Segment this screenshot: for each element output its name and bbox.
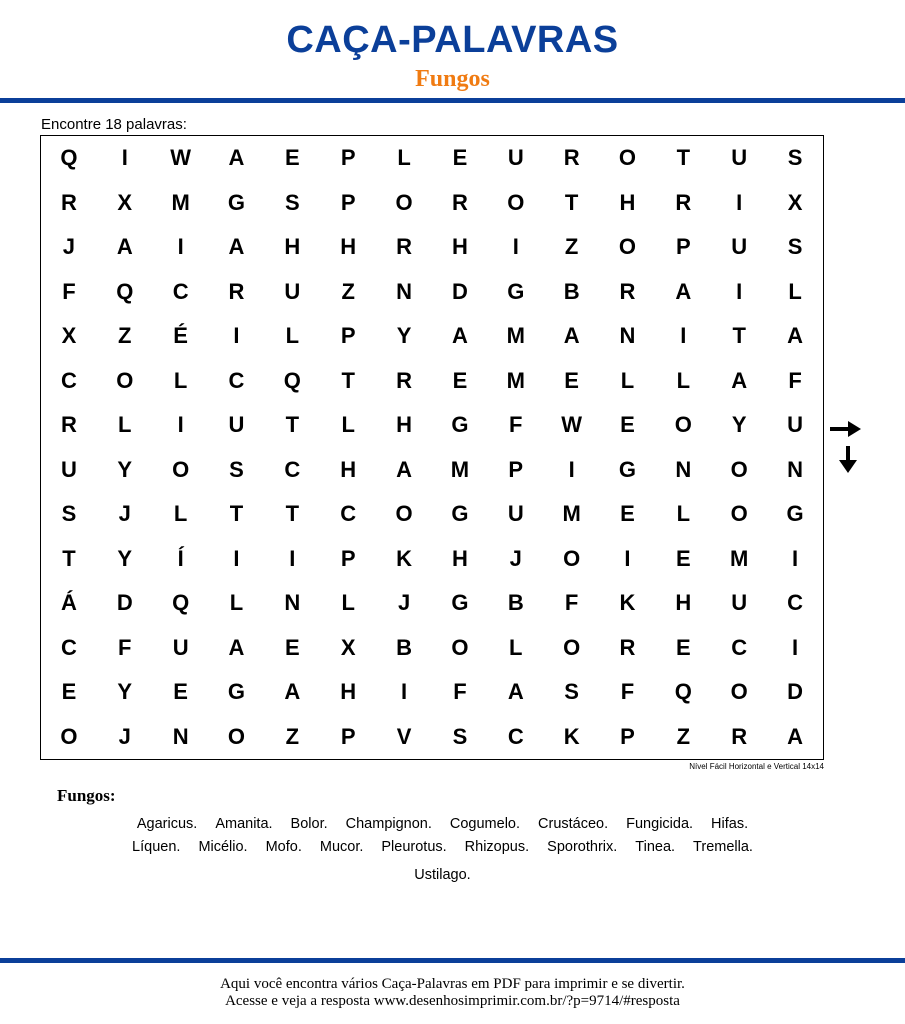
grid-cell[interactable]: O (730, 679, 748, 705)
grid-cell[interactable]: H (340, 679, 357, 705)
grid-cell[interactable]: L (341, 590, 355, 616)
grid-cell[interactable]: A (228, 234, 245, 260)
grid-cell[interactable]: P (340, 323, 356, 349)
grid-cell[interactable]: N (787, 456, 804, 482)
grid-cell[interactable]: R (396, 234, 413, 260)
word-list-row (40, 816, 845, 832)
word-item: Amanita. (215, 816, 273, 832)
grid-cell[interactable]: G (451, 412, 469, 438)
grid-cell[interactable]: N (619, 323, 636, 349)
grid-cell[interactable]: J (62, 234, 76, 260)
grid-cell[interactable]: S (564, 679, 579, 705)
grid-cell[interactable]: H (396, 412, 413, 438)
grid-cell[interactable]: A (451, 323, 468, 349)
grid-cell[interactable]: C (507, 723, 524, 749)
grid-cell[interactable]: L (676, 367, 691, 393)
grid-cell[interactable]: I (624, 545, 631, 571)
grid-cell[interactable]: L (509, 634, 523, 660)
grid-cell[interactable]: M (506, 367, 525, 393)
grid-cell[interactable]: M (450, 456, 470, 482)
grid-cell[interactable]: D (787, 679, 804, 705)
grid-cell[interactable]: G (227, 679, 246, 705)
word-item: Mofo. (265, 839, 302, 855)
grid-cell[interactable]: U (172, 634, 189, 660)
grid-cell[interactable]: D (451, 278, 468, 304)
grid-cell[interactable]: I (568, 456, 575, 482)
grid-cell[interactable]: S (787, 145, 803, 171)
grid-cell[interactable]: R (60, 412, 77, 438)
grid-cell[interactable]: P (340, 723, 356, 749)
grid-cell[interactable]: E (620, 501, 635, 527)
grid-cell[interactable]: V (396, 723, 412, 749)
grid-cell[interactable]: L (285, 323, 300, 349)
grid-cell[interactable]: K (396, 545, 413, 571)
grid-cell[interactable]: J (509, 545, 522, 571)
grid-cell[interactable]: Z (341, 278, 355, 304)
grid-cell[interactable]: O (395, 189, 413, 215)
grid-cell[interactable]: C (60, 367, 77, 393)
grid-cell[interactable]: M (730, 545, 749, 571)
grid-cell[interactable]: M (562, 501, 581, 527)
grid-cell[interactable]: Z (118, 323, 132, 349)
grid-cell[interactable]: Y (117, 545, 133, 571)
grid-cell[interactable]: M (171, 189, 190, 215)
grid-cell[interactable]: A (787, 723, 804, 749)
grid-cell[interactable]: N (172, 723, 189, 749)
grid-cell[interactable]: L (173, 367, 188, 393)
grid-cell[interactable]: R (228, 278, 245, 304)
grid-cell[interactable]: O (618, 234, 637, 260)
grid-cell[interactable]: C (60, 634, 77, 660)
grid-cell[interactable]: A (507, 679, 524, 705)
grid-cell[interactable]: S (229, 456, 244, 482)
grid-cell[interactable]: W (561, 412, 583, 438)
grid-cell[interactable]: E (61, 679, 77, 705)
top-divider (0, 98, 905, 103)
grid-cell[interactable]: R (675, 189, 692, 215)
grid-cell[interactable]: D (116, 590, 133, 616)
grid-cell[interactable]: I (177, 412, 184, 438)
word-item: Rhizopus. (464, 839, 530, 855)
grid-cell[interactable]: O (451, 634, 469, 660)
grid-cell[interactable]: Z (285, 723, 300, 749)
grid-cell[interactable]: Q (60, 145, 78, 171)
word-item: Mucor. (319, 839, 364, 855)
grid-cell[interactable]: N (284, 590, 301, 616)
grid-cell[interactable]: Z (564, 234, 579, 260)
word-item: Tinea. (635, 839, 676, 855)
grid-cell[interactable]: U (731, 145, 748, 171)
grid-cell[interactable]: H (340, 456, 357, 482)
grid-cell[interactable]: T (285, 412, 300, 438)
grid-cell[interactable]: E (620, 412, 635, 438)
word-item: Hifas. (711, 816, 749, 832)
grid-cell[interactable]: O (227, 723, 246, 749)
grid-cell[interactable]: Q (116, 278, 134, 304)
grid-cell[interactable]: B (396, 634, 413, 660)
grid-cell[interactable]: F (118, 634, 132, 660)
grid-cell[interactable]: L (341, 412, 355, 438)
word-item: Crustáceo. (538, 816, 609, 832)
grid-cell[interactable]: S (787, 234, 803, 260)
grid-cell[interactable]: U (60, 456, 77, 482)
grid-cell[interactable]: E (452, 367, 468, 393)
grid-cell[interactable]: P (508, 456, 524, 482)
grid-cell[interactable]: C (731, 634, 748, 660)
word-search-grid (40, 135, 824, 760)
grid-cell[interactable]: T (341, 367, 355, 393)
grid-cell[interactable]: Y (396, 323, 412, 349)
grid-cell[interactable]: E (676, 634, 691, 660)
grid-cell[interactable]: M (506, 323, 525, 349)
grid-cell[interactable]: É (173, 323, 188, 349)
grid-cell[interactable]: X (117, 189, 133, 215)
grid-cell[interactable]: H (619, 189, 636, 215)
grid-cell[interactable]: A (675, 278, 692, 304)
grid-cell[interactable]: T (229, 501, 244, 527)
grid-cell[interactable]: H (451, 234, 468, 260)
grid-cell[interactable]: R (563, 145, 580, 171)
grid-cell[interactable]: S (452, 723, 468, 749)
grid-cell[interactable]: X (340, 634, 356, 660)
grid-cell[interactable]: L (173, 501, 188, 527)
grid-cell[interactable]: U (507, 145, 524, 171)
grid-cell[interactable]: U (787, 412, 804, 438)
word-item: Sporothrix. (547, 839, 618, 855)
grid-cell[interactable]: R (451, 189, 468, 215)
word-item: Cogumelo. (449, 816, 521, 832)
grid-cell[interactable]: G (451, 590, 469, 616)
grid-cell[interactable]: Q (674, 679, 692, 705)
word-item: Pleurotus. (381, 839, 447, 855)
grid-cell[interactable]: R (60, 189, 77, 215)
grid-cell[interactable]: I (512, 234, 519, 260)
grid-cell[interactable]: O (172, 456, 190, 482)
grid-cell[interactable]: R (619, 278, 636, 304)
word-item: Líquen. (132, 839, 181, 855)
grid-cell[interactable]: T (676, 145, 691, 171)
grid-cell[interactable]: I (680, 323, 687, 349)
grid-cell[interactable]: C (340, 501, 357, 527)
grid-cell[interactable]: Á (60, 590, 77, 616)
grid-cell[interactable]: C (787, 590, 804, 616)
grid-cell[interactable]: U (228, 412, 245, 438)
grid-cell[interactable]: O (618, 145, 637, 171)
bottom-divider (0, 958, 905, 963)
grid-cell[interactable]: S (61, 501, 77, 527)
word-item: Fungicida. (626, 816, 694, 832)
grid-cell[interactable]: F (62, 278, 76, 304)
grid-cell[interactable]: L (118, 412, 132, 438)
grid-cell[interactable]: F (788, 367, 802, 393)
grid-cell[interactable]: I (177, 234, 184, 260)
grid-cell[interactable]: F (509, 412, 523, 438)
grid-cell[interactable]: I (233, 323, 240, 349)
grid-cell[interactable]: P (340, 545, 356, 571)
grid-cell[interactable]: O (730, 501, 748, 527)
grid-cell[interactable]: I (401, 679, 408, 705)
grid-cell[interactable]: P (340, 189, 356, 215)
grid-cell[interactable]: B (563, 278, 580, 304)
grid-cell[interactable]: X (61, 323, 77, 349)
grid-cell[interactable]: U (507, 501, 524, 527)
grid-cell[interactable]: N (396, 278, 413, 304)
grid-cell[interactable]: I (792, 545, 799, 571)
grid-cell[interactable]: E (676, 545, 691, 571)
grid-cell[interactable]: N (675, 456, 692, 482)
grid-cell[interactable]: E (564, 367, 579, 393)
footer-line-1: Aqui você encontra vários Caça-Palavras em PDF para imprimir e se divertir. (220, 976, 685, 992)
footer-line-2: Acesse e veja a resposta www.desenhosimprimir.com.br/?p=9714/#resposta (225, 993, 680, 1009)
word-item: Agaricus. (136, 816, 198, 832)
word-item: Champignon. (345, 816, 432, 832)
grid-cell[interactable]: T (62, 545, 76, 571)
level-label: Nível Fácil Horizontal e Vertical 14x14 (689, 762, 824, 771)
grid-cell[interactable]: J (118, 723, 131, 749)
grid-cell[interactable]: G (507, 278, 525, 304)
word-item: Micélio. (198, 839, 248, 855)
grid-cell[interactable]: P (676, 234, 691, 260)
grid-cell[interactable]: O (563, 634, 581, 660)
grid-cell[interactable]: L (229, 590, 244, 616)
arrow-down-icon (838, 446, 858, 474)
grid-cell[interactable]: E (452, 145, 468, 171)
grid-cell[interactable]: W (170, 145, 192, 171)
grid-cell[interactable]: K (563, 723, 580, 749)
grid-cell[interactable]: O (674, 412, 692, 438)
grid-cell[interactable]: G (451, 501, 469, 527)
grid-cell[interactable]: C (284, 456, 301, 482)
grid-cell[interactable]: O (60, 723, 78, 749)
grid-cell[interactable]: A (563, 323, 580, 349)
grid-cell[interactable]: G (227, 189, 246, 215)
grid-cell[interactable]: I (289, 545, 296, 571)
grid-cell[interactable]: L (620, 367, 635, 393)
grid-cell[interactable]: A (787, 323, 804, 349)
grid-cell[interactable]: P (620, 723, 635, 749)
grid-cell[interactable]: U (731, 590, 748, 616)
grid-cell[interactable]: P (340, 145, 356, 171)
grid-cell[interactable]: A (228, 634, 245, 660)
grid-cell[interactable]: O (507, 189, 525, 215)
grid-cell[interactable]: L (397, 145, 411, 171)
grid-cell[interactable]: H (675, 590, 692, 616)
grid-cell[interactable]: Z (676, 723, 691, 749)
grid-cell[interactable]: C (172, 278, 189, 304)
grid-cell[interactable]: Y (117, 456, 133, 482)
grid-cell[interactable]: L (788, 278, 802, 304)
word-item: Bolor. (290, 816, 328, 832)
grid-cell[interactable]: L (676, 501, 691, 527)
grid-cell[interactable]: F (620, 679, 635, 705)
grid-cell[interactable]: H (340, 234, 357, 260)
grid-cell[interactable]: O (730, 456, 748, 482)
grid-cell[interactable]: O (395, 501, 413, 527)
grid-cell[interactable]: R (731, 723, 748, 749)
grid-cell[interactable]: S (285, 189, 300, 215)
grid-cell[interactable]: R (396, 367, 413, 393)
grid-cell[interactable]: X (787, 189, 803, 215)
grid-cell[interactable]: E (285, 145, 300, 171)
grid-cell[interactable]: A (116, 234, 133, 260)
grid-cell[interactable]: E (173, 679, 188, 705)
grid-cell[interactable]: J (118, 501, 131, 527)
word-list-row (40, 867, 845, 883)
grid-cell[interactable]: Q (172, 590, 190, 616)
grid-cell[interactable]: T (285, 501, 300, 527)
word-list-row (40, 839, 845, 855)
word-item: Tremella. (693, 839, 753, 855)
grid-cell[interactable]: E (285, 634, 300, 660)
grid-cell[interactable]: I (233, 545, 240, 571)
grid-cell[interactable]: U (284, 278, 301, 304)
grid-cell[interactable]: R (619, 634, 636, 660)
grid-cell[interactable]: O (563, 545, 581, 571)
word-item: Ustilago. (414, 867, 471, 883)
grid-cell[interactable]: K (619, 590, 636, 616)
grid-cell[interactable]: I (736, 278, 743, 304)
grid-cell[interactable]: U (731, 234, 748, 260)
grid-cell[interactable]: I (792, 634, 799, 660)
grid-cell[interactable]: H (451, 545, 468, 571)
grid-cell[interactable]: G (618, 456, 637, 482)
grid-cell[interactable]: F (564, 590, 579, 616)
arrow-right-icon (830, 420, 862, 438)
instruction-text: Encontre 18 palavras: (41, 116, 187, 133)
grid-cell[interactable]: T (732, 323, 746, 349)
grid-cell[interactable]: H (284, 234, 301, 260)
page-title: CAÇA-PALAVRAS (286, 19, 619, 61)
grid-cell[interactable]: A (228, 145, 245, 171)
grid-cell[interactable]: I (736, 189, 743, 215)
grid-cell[interactable]: I (121, 145, 128, 171)
grid-cell[interactable]: J (397, 590, 411, 616)
grid-cell[interactable]: A (284, 679, 301, 705)
grid-cell[interactable]: Q (283, 367, 301, 393)
grid-cell[interactable]: A (396, 456, 413, 482)
page-subtitle: Fungos (415, 66, 490, 92)
word-list-title: Fungos: (57, 786, 116, 805)
grid-cell[interactable]: B (507, 590, 524, 616)
grid-cell[interactable]: Y (117, 679, 133, 705)
grid-cell[interactable]: T (564, 189, 579, 215)
grid-cell[interactable]: A (731, 367, 748, 393)
grid-cell[interactable]: F (453, 679, 467, 705)
grid-cell[interactable]: C (228, 367, 245, 393)
grid-cell[interactable]: O (116, 367, 134, 393)
grid-cell[interactable]: G (786, 501, 804, 527)
grid-cell[interactable]: Y (731, 412, 747, 438)
grid-cell[interactable]: Í (177, 545, 184, 571)
